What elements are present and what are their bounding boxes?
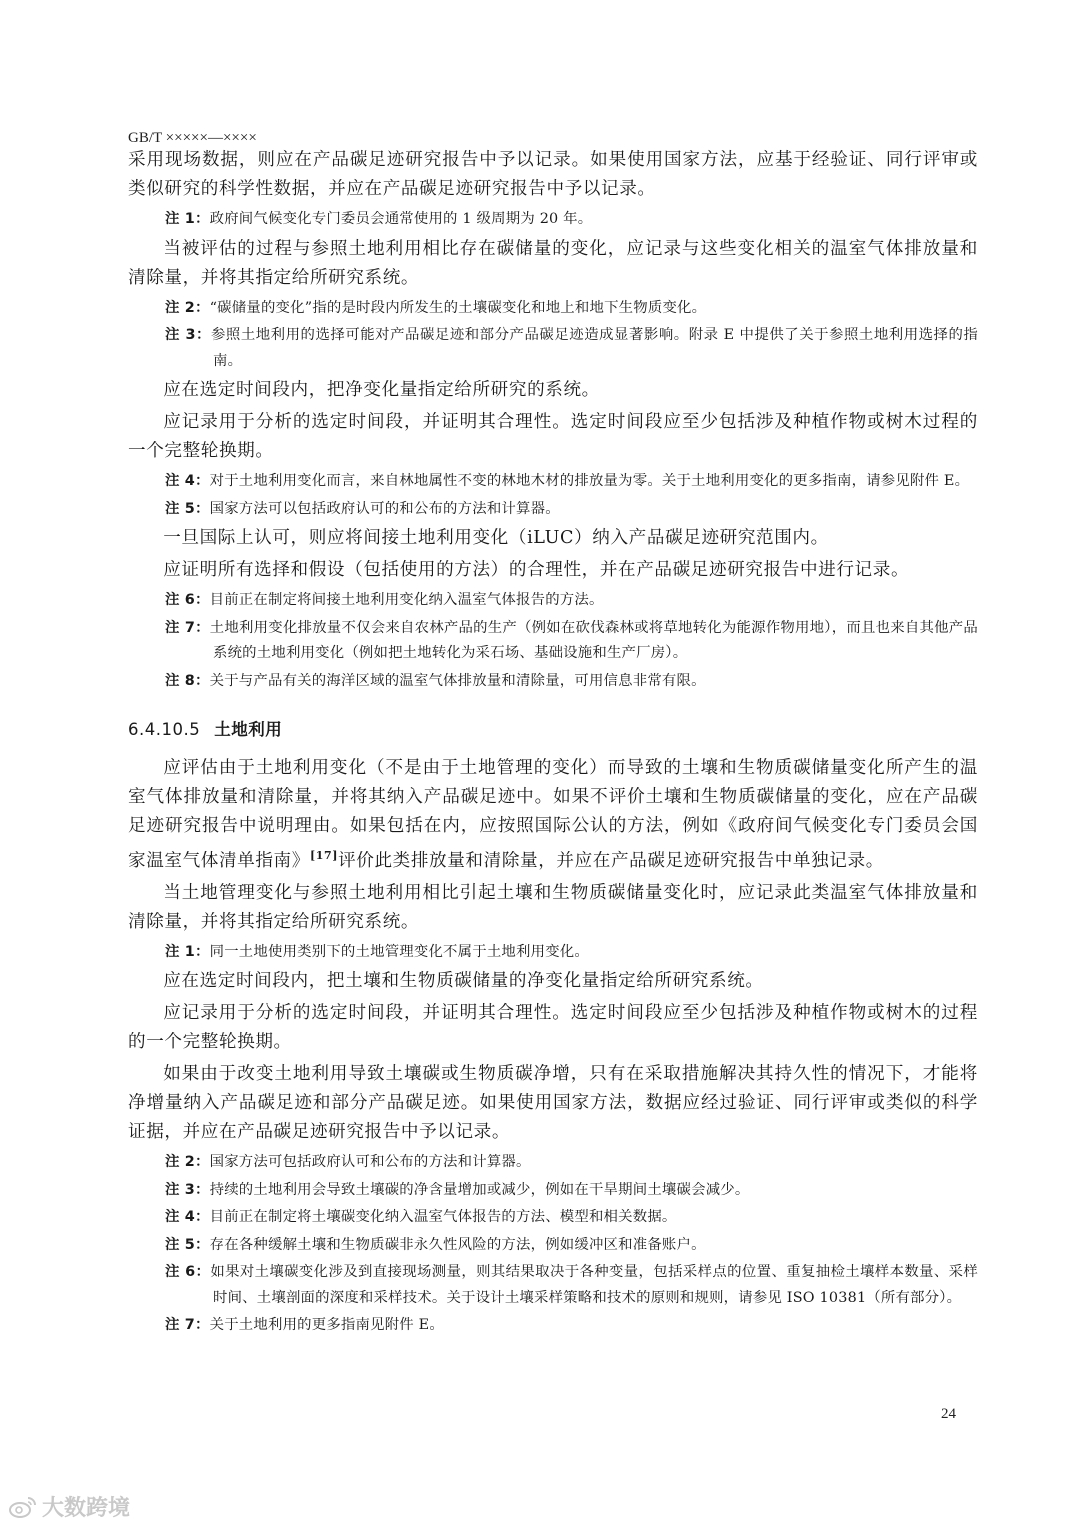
note-text: 同一土地使用类别下的土地管理变化不属于土地利用变化。 [209, 943, 589, 960]
paragraph: 应证明所有选择和假设（包括使用的方法）的合理性，并在产品碳足迹研究报告中进行记录。 [163, 560, 910, 580]
note-5 [128, 497, 978, 523]
note-text: 持续的土地利用会导致土壤碳的净含量增加或减少，例如在干旱期间土壤碳会减少。 [209, 1181, 750, 1198]
section-number: 6.4.10.5 [128, 720, 201, 739]
note-label: 注 2： [165, 299, 210, 316]
note-label: 注 8： [165, 672, 210, 689]
note-label: 注 7： [165, 1317, 210, 1334]
paragraph: 应在选定时间段内，把净变化量指定给所研究的系统。 [163, 380, 600, 400]
note-label: 注 7： [165, 619, 210, 636]
note-label: 注 6： [165, 1264, 211, 1281]
paragraph: 应记录用于分析的选定时间段，并证明其合理性。选定时间段应至少包括涉及种植作物或树木过程的一个完整轮换期。 [128, 412, 978, 461]
note-label: 注 6： [165, 592, 210, 608]
note-2 [128, 1150, 978, 1176]
paragraph: 应在选定时间段内，把土壤和生物质碳储量的净变化量指定给所研究系统。 [163, 971, 764, 992]
note-4 [128, 1205, 978, 1231]
note-text: 国家方法可包括政府认可和公布的方法和计算器。 [209, 1154, 531, 1171]
page-number: 24 [941, 1406, 956, 1422]
section-title: 土地利用 [214, 720, 283, 739]
note-text: 存在各种缓解土壤和生物质碳非永久性风险的方法，例如缓冲区和准备账户。 [209, 1236, 706, 1253]
note-1 [128, 207, 978, 233]
note-label: 注 2： [165, 1154, 210, 1171]
citation-reference: [17] [309, 849, 339, 862]
paragraph-text: 评价此类排放量和清除量，并应在产品碳足迹研究报告中单独记录。 [338, 850, 884, 871]
note-label: 注 3： [165, 327, 211, 343]
page-content [128, 146, 978, 1341]
watermark-text: 大数跨境 [42, 1496, 131, 1521]
paragraph: 当被评估的过程与参照土地利用相比存在碳储量的变化，应记录与这些变化相关的温室气体排放量和清除量，并将其指定给所研究系统。 [128, 238, 978, 288]
paragraph-text: 应评估由于土地利用变化（不是由于土地管理的变化）而导致的土壤和生物质碳储量变化所产生的温室气体排放量和清除量，并将其纳入产品碳足迹中。如果不评价土壤和生物质碳储量的变化，应在产品碳足迹研究报告中说明理由。如果包括在内，应按照国际公认的方法，例如《政府间气候变化专门委员会国家温室气体清单指南》 [128, 758, 978, 871]
paragraph: 应记录用于分析的选定时间段，并证明其合理性。选定时间段应至少包括涉及种植作物或树木的过程的一个完整轮换期。 [128, 1003, 978, 1053]
note-text: 参照土地利用的选择可能对产品碳足迹和部分产品碳足迹造成显著影响。附录 E 中提供了关于参照土地利用选择的指南。 [210, 327, 978, 369]
note-7 [128, 616, 978, 667]
note-label: 注 4： [165, 473, 210, 489]
paragraph: 采用现场数据，则应在产品碳足迹研究报告中予以记录。如果使用国家方法，应基于经验证、同行评审或类似研究的科学性数据，并应在产品碳足迹研究报告中予以记录。 [128, 150, 978, 199]
paragraph: 当土地管理变化与参照土地利用相比引起土壤和生物质碳储量变化时，应记录此类温室气体排放量和清除量，并将其指定给所研究系统。 [128, 882, 978, 932]
note-3 [128, 323, 978, 374]
note-text: 关于与产品有关的海洋区域的温室气体排放量和清除量，可用信息非常有限。 [209, 672, 706, 689]
note-label: 注 5： [165, 1236, 210, 1253]
note-1 [128, 940, 978, 966]
note-label: 注 5： [165, 500, 210, 517]
note-4 [128, 469, 978, 495]
note-2 [128, 296, 978, 322]
paragraph: 一旦国际上认可，则应将间接土地利用变化（iLUC）纳入产品碳足迹研究范围内。 [163, 528, 829, 548]
note-5 [128, 1233, 978, 1259]
weibo-logo-icon [8, 1495, 38, 1519]
note-text: 国家方法可以包括政府认可的和公布的方法和计算器。 [209, 500, 560, 517]
paragraph [128, 754, 978, 876]
note-text: 政府间气候变化专门委员会通常使用的 1 级周期为 20 年。 [209, 211, 593, 227]
note-text: 关于土地利用的更多指南见附件 E。 [209, 1317, 444, 1334]
paragraph: 如果由于改变土地利用导致土壤碳或生物质碳净增，只有在采取措施解决其持久性的情况下，才能将净增量纳入产品碳足迹和部分产品碳足迹。如果使用国家方法，数据应经过验证、同行评审或类似的科学证据，并应在产品碳足迹研究报告中予以记录。 [128, 1064, 978, 1143]
watermark [8, 1491, 130, 1522]
note-label: 注 1： [165, 943, 210, 960]
note-label: 注 3： [165, 1181, 210, 1198]
note-text: 对于土地利用变化而言，来自林地属性不变的林地木材的排放量为零。关于土地利用变化的更多指南，请参见附件 E。 [209, 473, 970, 489]
note-6 [128, 588, 978, 614]
note-label: 注 4： [165, 1209, 210, 1226]
note-text: 如果对土壤碳变化涉及到直接现场测量，则其结果取决于各种变量，包括采样点的位置、重复抽检土壤样本数量、采样时间、土壤剖面的深度和采样技术。关于设计土壤采样策略和技术的原则和规则，请参见 ISO 10381（所有部分）。 [210, 1264, 978, 1306]
note-text: 目前正在制定将间接土地利用变化纳入温室气体报告的方法。 [209, 592, 604, 608]
section-heading [128, 716, 978, 740]
note-text: “碳储量的变化”指的是时段内所发生的土壤碳变化和地上和地下生物质变化。 [209, 299, 707, 316]
note-7 [128, 1313, 978, 1339]
note-text: 目前正在制定将土壤碳变化纳入温室气体报告的方法、模型和相关数据。 [209, 1209, 677, 1226]
note-8 [128, 669, 978, 695]
note-3 [128, 1178, 978, 1204]
standard-code-header: GB/T ×××××—×××× [128, 130, 257, 146]
note-label: 注 1： [165, 211, 210, 227]
note-6 [128, 1260, 978, 1311]
note-text: 土地利用变化排放量不仅会来自农林产品的生产（例如在砍伐森林或将草地转化为能源作物用地），而且也来自其他产品系统的土地利用变化（例如把土地转化为采石场、基础设施和生产厂房）。 [209, 619, 979, 661]
